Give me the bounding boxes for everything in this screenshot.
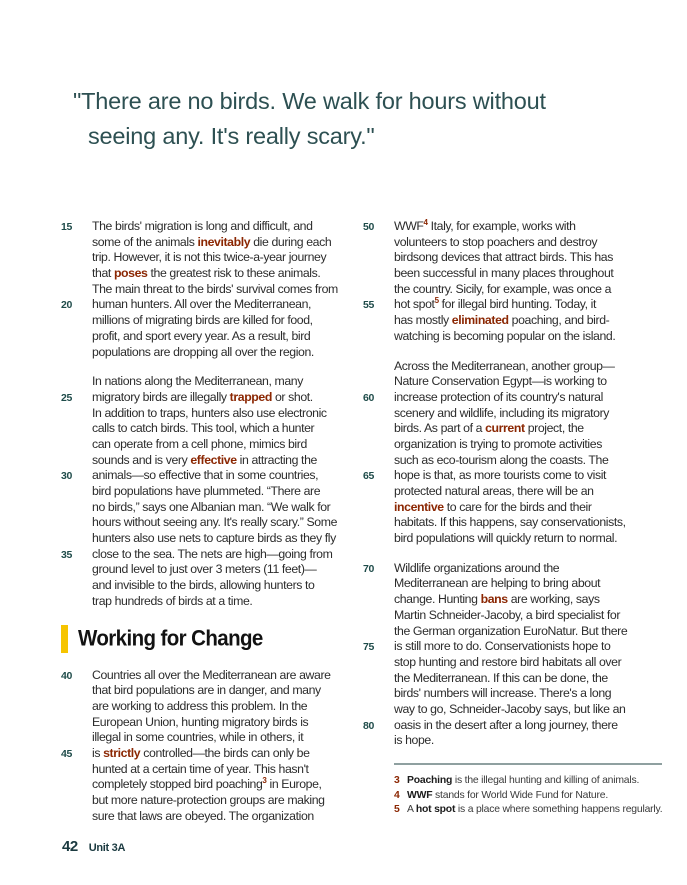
line-text: millions of migrating birds are killed for food, <box>92 313 313 328</box>
text-line <box>363 437 665 453</box>
text-line <box>61 668 363 684</box>
line-text: the Mediterranean. If this can be done, the <box>394 670 608 685</box>
left-column <box>61 219 363 838</box>
text-line <box>363 453 665 469</box>
text-line <box>61 219 363 235</box>
text-line <box>61 683 363 699</box>
line-text: sounds and is very effective in attracting the <box>92 452 317 467</box>
line-text: no birds,” says one Albanian man. “We walk for <box>92 499 331 514</box>
line-number: 80 <box>363 719 375 732</box>
vocab-word: bans <box>480 592 508 607</box>
text-line <box>363 733 665 749</box>
line-text: way to go, Schneider-Jacoby says, but like an <box>394 701 626 716</box>
text-line <box>61 406 363 422</box>
line-number: 55 <box>363 299 375 312</box>
page-footer <box>62 838 125 855</box>
text-line <box>61 531 363 547</box>
text-line <box>363 250 665 266</box>
line-text: hunters also use nets to capture birds as they fly <box>92 531 336 546</box>
line-text: European Union, hunting migratory birds is <box>92 714 309 729</box>
text-line <box>61 437 363 453</box>
line-text: human hunters. All over the Mediterranean, <box>92 297 312 312</box>
paragraph <box>363 219 665 345</box>
text-line <box>61 594 363 610</box>
line-text: birds. As part of a current project, the <box>394 421 584 436</box>
line-text: that poses the greatest risk to these animals. <box>92 266 321 281</box>
vocab-word: trapped <box>229 389 272 404</box>
line-text: The birds' migration is long and difficult, and <box>92 219 313 233</box>
text-line <box>363 484 665 500</box>
text-line <box>61 313 363 329</box>
line-text: hope is that, as more tourists come to visit <box>394 468 607 483</box>
line-text: populations are dropping all over the region. <box>92 344 314 359</box>
line-text: In addition to traps, hunters also use electronic <box>92 405 327 420</box>
line-text: is hope. <box>394 733 434 748</box>
text-line <box>61 793 363 809</box>
text-line <box>363 468 665 484</box>
line-text: birds' numbers will increase. There's a long <box>394 686 612 701</box>
footnote-text: A hot spot is a place where something happens regularly. <box>407 804 663 816</box>
line-text: calls to catch birds. This tool, which a hunter <box>92 421 315 436</box>
unit-label: Unit 3A <box>88 842 126 854</box>
text-line <box>61 515 363 531</box>
line-number: 50 <box>363 221 375 233</box>
text-line <box>363 561 665 577</box>
text-line <box>363 576 665 592</box>
text-line <box>61 562 363 578</box>
line-text: increase protection of its country's natural <box>394 389 603 404</box>
text-line <box>363 313 665 329</box>
text-line <box>61 699 363 715</box>
text-line <box>61 547 363 563</box>
text-line <box>363 219 665 235</box>
line-text: habitats. If this happens, say conservationists, <box>394 515 626 530</box>
text-line <box>61 282 363 298</box>
glossary-term: Poaching <box>407 775 453 786</box>
line-number: 70 <box>363 562 375 575</box>
line-text: that bird populations are in danger, and many <box>92 683 321 698</box>
text-line <box>61 329 363 345</box>
line-text: volunteers to stop poachers and destroy <box>394 234 598 249</box>
line-text: change. Hunting bans are working, says <box>394 592 600 607</box>
line-text: illegal in some countries, while in others, it <box>92 730 304 745</box>
line-number: 45 <box>61 747 73 760</box>
text-line <box>61 762 363 778</box>
pull-quote <box>73 84 633 154</box>
line-text: hunted at a certain time of year. This hasn't <box>92 761 309 776</box>
paragraph <box>61 374 363 609</box>
line-text: but more nature-protection groups are making <box>92 793 325 807</box>
line-number: 15 <box>61 221 73 233</box>
footnote-number: 4 <box>394 789 400 801</box>
text-line <box>61 266 363 282</box>
right-column <box>363 219 665 838</box>
footnote <box>394 774 665 789</box>
paragraph <box>363 359 665 547</box>
line-text: migratory birds are illegally trapped or shot. <box>92 389 313 404</box>
line-text: profit, and sport every year. As a result, bird <box>92 328 311 343</box>
line-text: is still more to do. Conservationists hope to <box>394 639 611 654</box>
text-line <box>61 374 363 390</box>
line-text: hours without seeing any. It's really scary.” Some <box>92 515 338 530</box>
text-line <box>61 777 363 793</box>
line-text: oasis in the desert after a long journey, there <box>394 717 618 732</box>
line-text: Martin Schneider-Jacoby, a bird specialist for <box>394 607 621 622</box>
line-text: incentive to care for the birds and their <box>394 499 592 514</box>
line-text: organization is trying to promote activities <box>394 436 602 451</box>
heading-accent-bar <box>61 625 68 653</box>
paragraph <box>61 668 363 825</box>
footnote-reference: 5 <box>434 296 439 306</box>
line-text: and invisible to the birds, allowing hunters to <box>92 578 315 593</box>
footnote <box>394 803 665 818</box>
vocab-word: current <box>485 421 525 436</box>
line-text: stop hunting and restore bird habitats all over <box>394 654 622 669</box>
line-text: been successful in many places throughout <box>394 266 614 281</box>
vocab-word: inevitably <box>197 234 251 249</box>
paragraph <box>363 561 665 749</box>
text-line <box>61 390 363 406</box>
text-line <box>61 345 363 361</box>
text-line <box>61 715 363 731</box>
text-line <box>363 374 665 390</box>
line-number: 60 <box>363 391 375 404</box>
pull-quote-line1: "There are no birds. We walk for hours without <box>73 88 546 114</box>
line-text: is strictly controlled—the birds can only be <box>92 745 310 760</box>
footnote-number: 5 <box>394 804 400 816</box>
line-number: 25 <box>61 391 73 404</box>
text-line <box>363 686 665 702</box>
line-text: Nature Conservation Egypt—is working to <box>394 374 607 389</box>
line-text: Across the Mediterranean, another group— <box>394 358 615 373</box>
line-text: trip. However, it is not this twice-a-year journey <box>92 250 327 265</box>
footnote <box>394 789 665 804</box>
line-text: Wildlife organizations around the <box>394 560 560 575</box>
text-line <box>363 718 665 734</box>
line-text: Mediterranean are helping to bring about <box>394 576 601 591</box>
pull-quote-line2: seeing any. It's really scary." <box>88 123 375 149</box>
line-text: hot spot$^5$ for illegal bird hunting. Today, it <box>394 296 597 312</box>
text-line <box>363 624 665 640</box>
text-line <box>61 809 363 825</box>
footnote-reference: 3 <box>262 776 267 786</box>
line-text: The main threat to the birds' survival comes from <box>92 281 338 296</box>
text-line <box>363 266 665 282</box>
text-line <box>363 390 665 406</box>
text-line <box>61 421 363 437</box>
line-number: 75 <box>363 641 375 654</box>
line-text: are working to address this problem. In the <box>92 698 308 713</box>
footnote-text: WWF stands for World Wide Fund for Nature. <box>407 789 609 801</box>
text-line <box>61 578 363 594</box>
text-line <box>363 608 665 624</box>
footnote-separator <box>394 763 662 765</box>
line-text: In nations along the Mediterranean, many <box>92 374 303 389</box>
text-line <box>61 484 363 500</box>
text-line <box>363 655 665 671</box>
text-line <box>61 500 363 516</box>
line-number: 20 <box>61 299 73 312</box>
vocab-word: strictly <box>103 745 141 760</box>
text-line <box>61 453 363 469</box>
line-number: 65 <box>363 470 375 483</box>
vocab-word: incentive <box>394 499 444 514</box>
vocab-word: eliminated <box>451 313 509 328</box>
text-line <box>61 468 363 484</box>
footnote-number: 3 <box>394 775 400 786</box>
text-line <box>363 297 665 313</box>
line-text: can operate from a cell phone, mimics bird <box>92 436 307 451</box>
text-line <box>61 235 363 251</box>
line-text: ground level to just over 3 meters (11 feet)— <box>92 562 317 577</box>
line-text: sure that laws are obeyed. The organization <box>92 808 314 823</box>
text-line <box>363 359 665 375</box>
line-text: the country. Sicily, for example, was once a <box>394 281 612 296</box>
text-line <box>363 500 665 516</box>
line-text: animals—so effective that in some countries, <box>92 468 319 483</box>
text-line <box>61 297 363 313</box>
line-text: protected natural areas, there will be an <box>394 484 594 498</box>
reading-body <box>61 219 665 838</box>
text-line <box>363 702 665 718</box>
footnote-text: Poaching is the illegal hunting and killing of animals. <box>407 775 640 786</box>
line-number: 35 <box>61 548 73 561</box>
text-line <box>61 250 363 266</box>
text-line <box>363 235 665 251</box>
text-line <box>363 406 665 422</box>
vocab-word: effective <box>190 452 237 467</box>
line-text: scenery and wildlife, including its migratory <box>394 405 610 420</box>
vocab-word: poses <box>113 266 148 281</box>
line-text: trap hundreds of birds at a time. <box>92 593 253 608</box>
page-number: 42 <box>62 838 78 855</box>
section-heading <box>61 624 363 654</box>
text-line <box>61 730 363 746</box>
line-text: the German organization EuroNatur. But there <box>394 623 628 638</box>
footnote-reference: 4 <box>423 217 428 227</box>
text-line <box>363 531 665 547</box>
text-line <box>363 639 665 655</box>
text-line <box>363 515 665 531</box>
line-text: some of the animals inevitably die during each <box>92 234 332 249</box>
line-text: close to the sea. The nets are high—going from <box>92 546 333 561</box>
line-text: has mostly eliminated poaching, and bird- <box>394 313 610 328</box>
line-text: WWF$^4$ Italy, for example, works with <box>394 217 576 233</box>
line-number: 30 <box>61 470 73 483</box>
glossary-term: hot spot <box>415 804 456 816</box>
section-heading-text: Working for Change <box>78 625 263 651</box>
text-line <box>363 282 665 298</box>
line-text: completely stopped bird poaching$^3$ in Europe, <box>92 776 322 792</box>
line-text: Countries all over the Mediterranean are aware <box>92 667 331 682</box>
glossary-term: WWF <box>407 789 433 801</box>
line-text: watching is becoming popular on the island. <box>394 328 616 343</box>
text-line <box>363 671 665 687</box>
line-text: such as eco-tourism along the coasts. The <box>394 452 609 467</box>
text-line <box>363 421 665 437</box>
line-number: 40 <box>61 669 73 682</box>
paragraph <box>61 219 363 360</box>
line-text: bird populations will quickly return to normal. <box>394 531 618 546</box>
text-line <box>363 329 665 345</box>
line-text: bird populations have plummeted. “There are <box>92 484 321 498</box>
text-line <box>61 746 363 762</box>
text-line <box>363 592 665 608</box>
line-text: birdsong devices that attract birds. This has <box>394 250 613 265</box>
